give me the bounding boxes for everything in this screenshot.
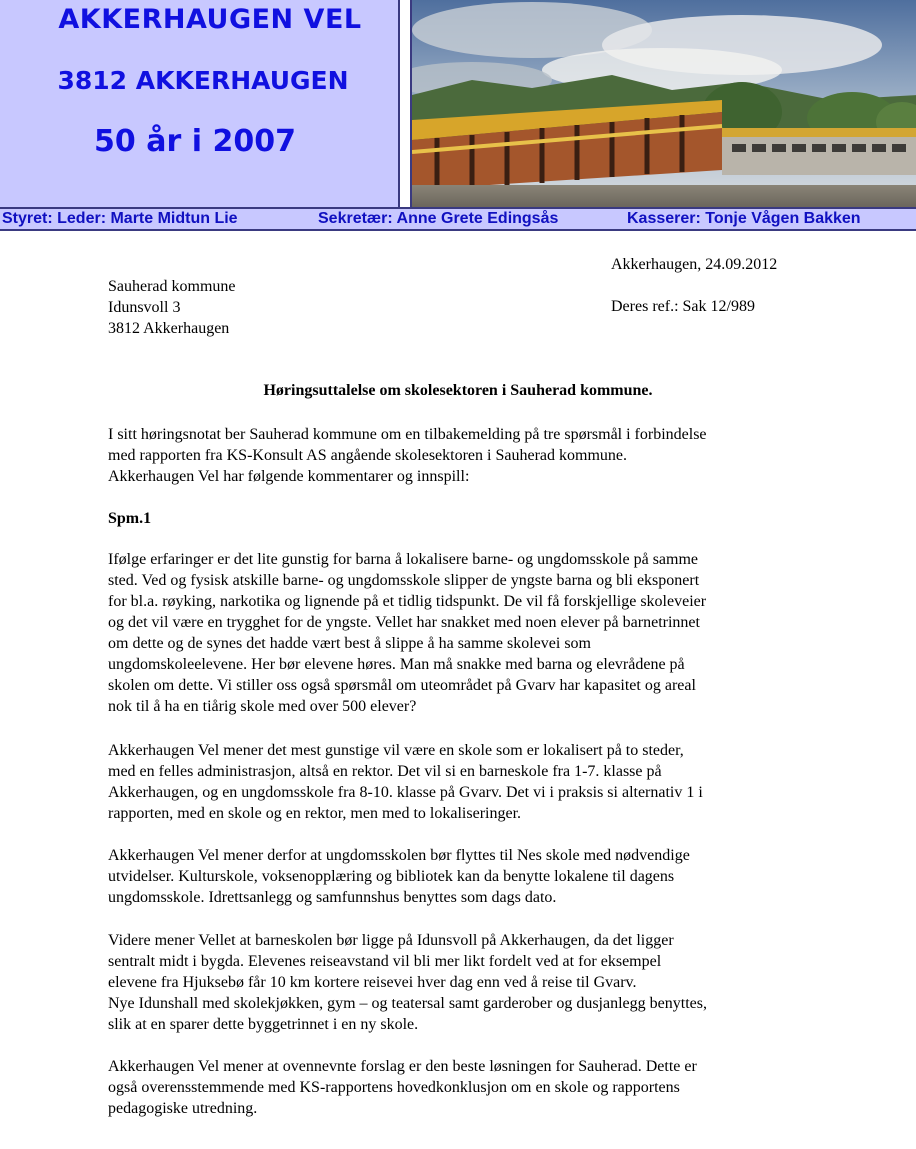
- text-line: også overensstemmende med KS-rapportens hovedkonklusjon om en skole og rapportens: [108, 1079, 680, 1096]
- text-line: pedagogiske utredning.: [108, 1100, 258, 1117]
- text-line: Nye Idunshall med skolekjøkken, gym – og teatersal samt garderober og dusjanlegg benyttes,: [108, 995, 707, 1012]
- board-members-bar: [0, 207, 916, 231]
- text-line: elevene fra Hjuksebø får 10 km kortere reisevei hver dag enn ved å reise til Gvarv.: [108, 974, 637, 991]
- text-line: for bl.a. røyking, narkotika og lignende på et tidlig tidspunkt. De vil få forskjellige skoleveier: [108, 593, 707, 610]
- text-line: Akkerhaugen Vel mener derfor at ungdomsskolen bør flyttes til Nes skole med nødvendige: [108, 847, 690, 864]
- text-line: med en felles administrasjon, altså en rektor. Det vil si en barneskole fra 1-7. klasse på: [108, 763, 662, 780]
- text-line: nok til å ha en tiårig skole med over 500 elever?: [108, 698, 417, 715]
- school-building-photo: [410, 0, 916, 207]
- text-line: Akkerhaugen Vel har følgende kommentarer og innspill:: [108, 468, 470, 485]
- text-line: rapporten, med en skole og en rektor, men med to lokaliseringer.: [108, 805, 522, 822]
- text-line: slik at en sparer dette byggetrinnet i en ny skole.: [108, 1016, 419, 1033]
- text-line: Akkerhaugen, og en ungdomsskole fra 8-10. klasse på Gvarv. Det vi i praksis si alternativ 1 i: [108, 784, 703, 801]
- text-line: om dette og de synes det hadde vært best å slippe å ha samme skolevei som: [108, 635, 591, 652]
- letter-date: Akkerhaugen, 24.09.2012: [611, 256, 778, 273]
- text-line: og det vil være en trygghet for de yngste. Vellet har snakket med noen elever på barnetrinnet: [108, 614, 700, 631]
- board-secretary: Sekretær: Anne Grete Edingsås: [318, 210, 559, 227]
- section-heading: Spm.1: [108, 510, 152, 527]
- text-line: sted. Ved og fysisk atskille barne- og ungdomsskole slipper de yngste barna og bli eksponert: [108, 572, 700, 589]
- letter-subject: Høringsuttalelse om skolesektoren i Sauherad kommune.: [263, 382, 653, 399]
- recipient-address: [108, 276, 236, 339]
- board-treasurer: Kasserer: Tonje Vågen Bakken: [627, 210, 861, 227]
- text-line: Akkerhaugen Vel mener det mest gunstige vil være en skole som er lokalisert på to steder,: [108, 742, 684, 759]
- paragraph-1: [108, 549, 808, 717]
- text-line: ungdomsskole. Idrettsanlegg og samfunnshus benyttes som dags dato.: [108, 889, 557, 906]
- text-line: Akkerhaugen Vel mener at ovennevnte forslag er den beste løsningen for Sauherad. Dette er: [108, 1058, 697, 1075]
- recipient-postal: 3812 Akkerhaugen: [108, 320, 230, 337]
- intro-paragraph: [108, 424, 808, 487]
- letterhead-title-box: [0, 0, 400, 207]
- paragraph-3: [108, 845, 808, 908]
- text-line: sentralt midt i bygda. Elevenes reiseavstand vil bli mer likt fordelt ved at for eksempel: [108, 953, 662, 970]
- organization-name: AKKERHAUGEN VEL: [58, 4, 362, 35]
- reference-number: Deres ref.: Sak 12/989: [611, 298, 755, 315]
- paragraph-4: [108, 930, 808, 1035]
- paragraph-2: [108, 740, 808, 824]
- paragraph-5: [108, 1056, 808, 1119]
- text-line: I sitt høringsnotat ber Sauherad kommune om en tilbakemelding på tre spørsmål i forbindelse: [108, 426, 707, 443]
- text-line: utvidelser. Kulturskole, voksenopplæring og bibliotek kan da benytte lokalene til dagens: [108, 868, 675, 885]
- text-line: med rapporten fra KS-Konsult AS angående skolesektoren i Sauherad kommune.: [108, 447, 627, 464]
- letterhead: [0, 0, 916, 207]
- text-line: skolen om dette. Vi stiller oss også spørsmål om uteområdet på Gvarv har kapasitet og areal: [108, 677, 696, 694]
- anniversary-text: 50 år i 2007: [94, 124, 296, 159]
- text-line: Videre mener Vellet at barneskolen bør ligge på Idunsvoll på Akkerhaugen, da det ligger: [108, 932, 674, 949]
- organization-postal-address: 3812 AKKERHAUGEN: [57, 66, 349, 95]
- recipient-name: Sauherad kommune: [108, 278, 236, 295]
- board-leader: Styret: Leder: Marte Midtun Lie: [2, 210, 238, 227]
- recipient-street: Idunsvoll 3: [108, 299, 181, 316]
- text-line: ungdomskoleelevene. Her bør elevene høres. Man må snakke med barna og elevrådene på: [108, 656, 685, 673]
- text-line: Ifølge erfaringer er det lite gunstig for barna å lokalisere barne- og ungdomsskole på samme: [108, 551, 699, 568]
